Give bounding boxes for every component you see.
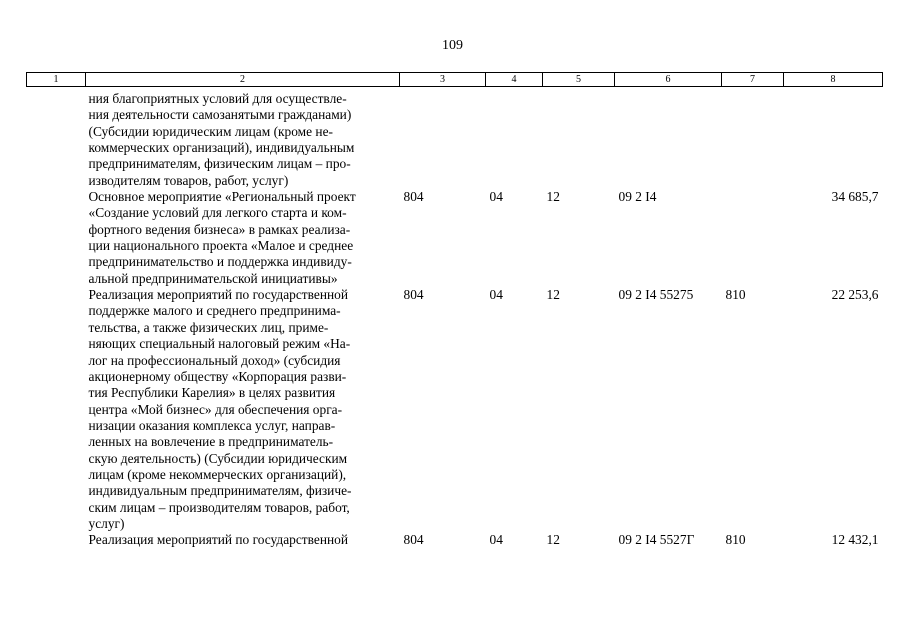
description-line: низации оказания комплекса услуг, направ- <box>88 417 336 433</box>
table-row <box>27 87 883 190</box>
description-line: ния деятельности самозанятыми гражданами) <box>88 107 352 123</box>
column-header: 6 <box>615 73 722 87</box>
description-line: услуг) <box>88 515 125 531</box>
description-cell <box>86 189 400 287</box>
column-header: 8 <box>784 73 883 87</box>
section-code-cell: 04 <box>489 532 503 548</box>
description-line: «Создание условий для легкого старта и ком- <box>88 205 347 221</box>
description-line: ния благоприятных условий для осуществле- <box>88 91 347 106</box>
expense-type-cell: 810 <box>725 287 746 303</box>
description-line: альной предпринимательской инициативы» <box>88 270 338 286</box>
ministry-code-cell: 804 <box>403 189 424 205</box>
description-line: лицам (кроме некоммерческих организаций), <box>88 466 347 482</box>
description-line: предпринимателям, физическим лицам – про- <box>88 156 351 172</box>
subsection-code-cell <box>543 87 615 190</box>
description-line: поддержке малого и среднего предпринима- <box>88 303 341 319</box>
expense-type-cell: 810 <box>725 532 746 548</box>
description-cell <box>86 87 400 190</box>
description-line: ским лицам – производителям товаров, работ, <box>88 499 350 515</box>
description-line: предпринимательство и поддержка индивиду- <box>88 254 352 270</box>
subsection-code-cell: 12 <box>546 189 560 205</box>
description-line: ленных на вовлечение в предприниматель- <box>88 434 334 450</box>
column-header: 5 <box>543 73 615 87</box>
column-number-header-row <box>27 73 883 87</box>
description-line: Реализация мероприятий по государственной <box>88 287 349 303</box>
row-number-cell <box>27 287 86 532</box>
expense-type-cell <box>722 189 784 287</box>
description-cell <box>86 287 400 532</box>
subsection-code-cell: 12 <box>546 532 560 548</box>
description-line: акционерному обществу «Корпорация разви- <box>88 368 347 384</box>
budget-table <box>26 72 883 549</box>
column-header: 4 <box>486 73 543 87</box>
amount-cell: 22 253,6 <box>831 287 879 303</box>
ministry-code-cell <box>400 87 486 190</box>
page-number: 109 <box>442 38 463 53</box>
description-line: Основное мероприятие «Региональный проект <box>88 189 356 205</box>
description-line: тельства, а также физических лиц, приме- <box>88 319 329 335</box>
description-line: (Субсидии юридическим лицам (кроме не- <box>88 123 333 139</box>
amount-cell: 12 432,1 <box>831 532 879 548</box>
description-line: Реализация мероприятий по государственной <box>88 532 349 548</box>
description-line: тия Республики Карелия» в целях развития <box>88 385 336 401</box>
table-row <box>27 189 883 287</box>
budget-table-container <box>26 72 882 549</box>
section-code-cell <box>486 87 543 190</box>
description-line: коммерческих организаций), индивидуальным <box>88 140 355 156</box>
column-header: 1 <box>27 73 86 87</box>
description-line: фортного ведения бизнеса» в рамках реализа- <box>88 221 351 237</box>
description-line: няющих специальный налоговый режим «На- <box>88 336 351 352</box>
target-item-cell: 09 2 I4 5527Г <box>618 532 695 548</box>
row-number-cell <box>27 87 86 190</box>
description-line: изводителям товаров, работ, услуг) <box>88 172 289 188</box>
section-code-cell: 04 <box>489 287 503 303</box>
table-body <box>27 87 883 549</box>
target-item-cell: 09 2 I4 <box>618 189 657 205</box>
row-number-cell <box>27 532 86 548</box>
description-line: скую деятельность) (Субсидии юридическим <box>88 450 348 466</box>
column-header: 2 <box>86 73 400 87</box>
amount-cell: 34 685,7 <box>831 189 879 205</box>
description-line: ции национального проекта «Малое и среднее <box>88 238 354 254</box>
ministry-code-cell: 804 <box>403 287 424 303</box>
row-number-cell <box>27 189 86 287</box>
description-line: индивидуальным предпринимателям, физиче- <box>88 483 352 499</box>
expense-type-cell <box>722 87 784 190</box>
description-cell <box>86 532 400 548</box>
ministry-code-cell: 804 <box>403 532 424 548</box>
description-line: центра «Мой бизнес» для обеспечения орга- <box>88 401 343 417</box>
subsection-code-cell: 12 <box>546 287 560 303</box>
target-item-cell: 09 2 I4 55275 <box>618 287 694 303</box>
column-header: 7 <box>722 73 784 87</box>
column-header: 3 <box>400 73 486 87</box>
target-item-cell <box>615 87 722 190</box>
amount-cell <box>784 87 883 190</box>
description-line: лог на профессиональный доход» (субсидия <box>88 352 341 368</box>
section-code-cell: 04 <box>489 189 503 205</box>
table-row <box>27 532 883 548</box>
table-row <box>27 287 883 532</box>
